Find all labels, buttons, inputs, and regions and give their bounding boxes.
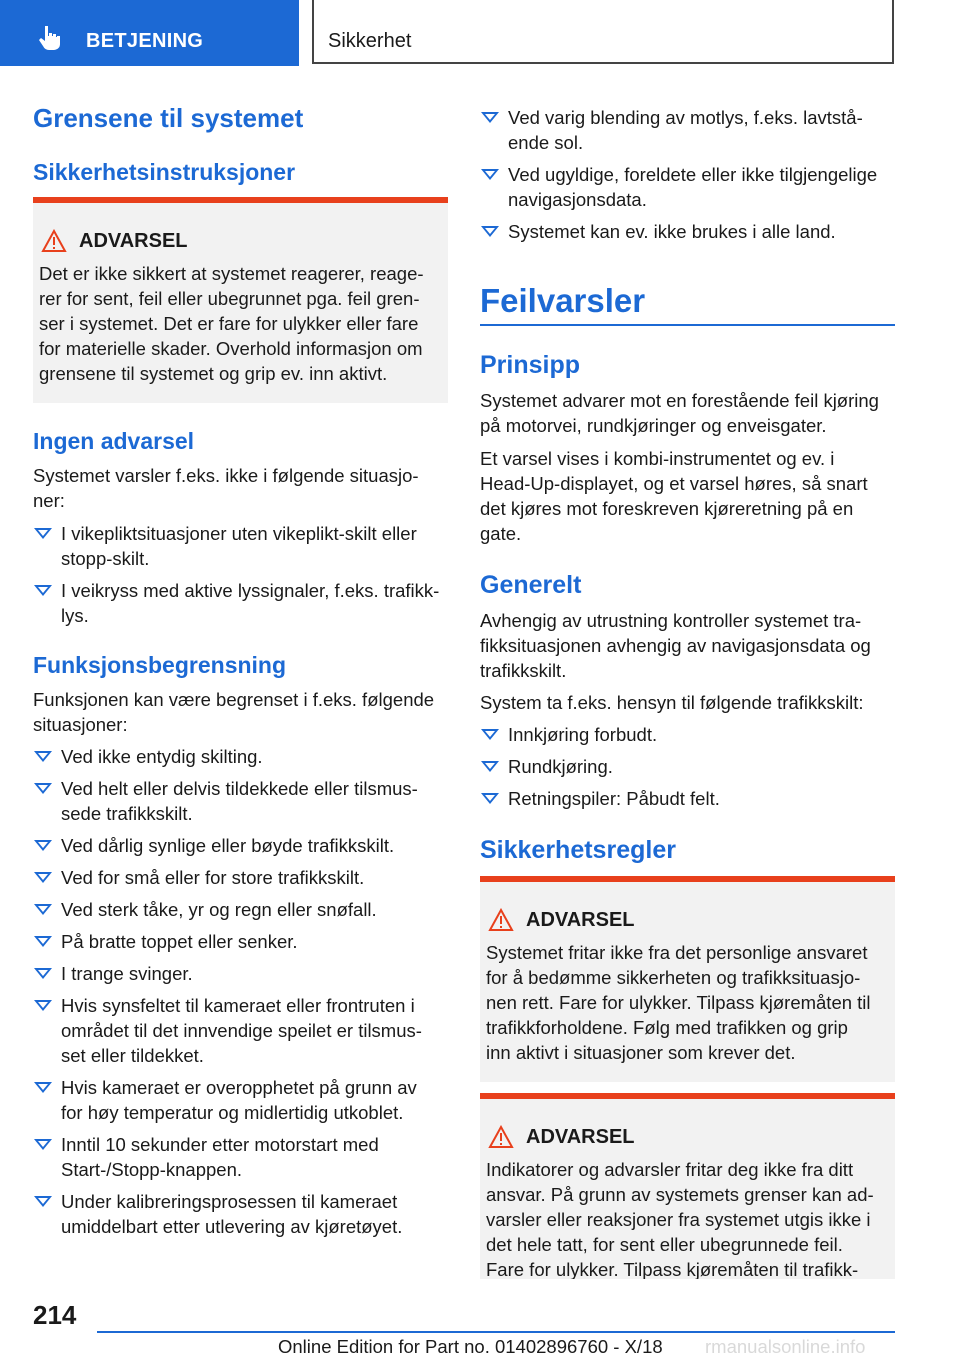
paragraph: Et varsel vises i kombi-instrumentet og ev. i Head-Up-displayet, og et varsel høres, så snart det kjøres mot foreskreven kjøreretning på en gate. — [480, 448, 868, 544]
bullet-arrow-icon — [34, 936, 52, 947]
list-item: I vikepliktsituasjoner uten vikeplikt-skilt eller stopp-skilt. — [33, 521, 448, 571]
warning-box — [480, 876, 895, 1082]
page-number: 214 — [33, 1300, 77, 1330]
list-item: Systemet kan ev. ikke brukes i alle land. — [480, 219, 895, 244]
list-item: Ved varig blending av motlys, f.eks. lavtstå- ende sol. — [480, 105, 895, 155]
bullet-list — [480, 722, 895, 811]
warning-title: ADVARSEL — [526, 1126, 635, 1148]
list-item: Ved helt eller delvis tildekkede eller tilsmus- sede trafikkskilt. — [33, 776, 448, 826]
chapter-tab[interactable] — [0, 0, 299, 66]
bullet-arrow-icon — [34, 872, 52, 883]
list-item: Ved dårlig synlige eller bøyde trafikkskilt. — [33, 833, 448, 858]
bullet-arrow-icon — [481, 729, 499, 740]
bullet-arrow-icon — [34, 840, 52, 851]
paragraph: Funksjonen kan være begrenset i f.eks. følgende situasjoner: — [33, 689, 435, 735]
bullet-arrow-icon — [481, 226, 499, 237]
bullet-arrow-icon — [34, 904, 52, 915]
paragraph: Avhengig av utrustning kontroller systemet tra- fikksituasjonen avhengig av navigasjonsdata og trafikkskilt. — [480, 610, 871, 681]
subheading-general: Generelt — [480, 571, 582, 599]
bullet-arrow-icon — [481, 112, 499, 123]
warning-box — [480, 1093, 895, 1279]
edition-text: Online Edition for Part no. 01402896760 - X/18 — [278, 1336, 663, 1357]
bullet-arrow-icon — [481, 169, 499, 180]
section-header-label: Sikkerhet — [328, 30, 412, 52]
warning-text: Systemet fritar ikke fra det personlige ansvaret for å bedømme sikkerheten og trafikksituasjo- nen rett. Fare for ulykker. Tilpass kjøremåten til trafikkforholdene. Følg med trafikken og grip inn aktivt i situasjoner som krever det. — [486, 942, 871, 1063]
bullet-arrow-icon — [34, 1139, 52, 1150]
warning-triangle-icon — [488, 1125, 514, 1149]
list-item: Innkjøring forbudt. — [480, 722, 895, 747]
section-heading-safety-instructions: Sikkerhetsinstruksjoner — [33, 159, 296, 185]
bullet-arrow-icon — [34, 1000, 52, 1011]
footer-rule — [97, 1331, 895, 1333]
warning-triangle-icon — [41, 229, 67, 253]
page-title: Grensene til systemet — [33, 103, 304, 133]
subheading-principle: Prinsipp — [480, 351, 581, 379]
list-item: Hvis kameraet er overopphetet på grunn av for høy temperatur og midlertidig utkoblet. — [33, 1075, 448, 1125]
bullet-arrow-icon — [34, 783, 52, 794]
bullet-arrow-icon — [34, 1196, 52, 1207]
bullet-arrow-icon — [34, 968, 52, 979]
bullet-list — [480, 105, 895, 244]
bullet-list — [33, 744, 448, 1239]
list-item: I veikryss med aktive lyssignaler, f.eks. trafikk- lys. — [33, 578, 448, 628]
subheading-safety-rules: Sikkerhetsregler — [480, 836, 676, 864]
section-header — [312, 0, 894, 64]
chapter-heading-error-warnings: Feilvarsler — [480, 282, 646, 319]
list-item: Ved for små eller for store trafikkskilt. — [33, 865, 448, 890]
list-item: Inntil 10 sekunder etter motorstart med Start-/Stopp-knappen. — [33, 1132, 448, 1182]
warning-box — [33, 197, 448, 403]
chapter-tab-label: BETJENING — [86, 30, 204, 52]
subheading-no-warning: Ingen advarsel — [33, 428, 195, 454]
watermark: rmanualsonline.info — [705, 1336, 866, 1357]
heading-underline — [480, 324, 895, 326]
list-item: På bratte toppet eller senker. — [33, 929, 448, 954]
bullet-arrow-icon — [481, 793, 499, 804]
list-item: Rundkjøring. — [480, 754, 895, 779]
hand-pointer-icon — [38, 24, 64, 50]
bullet-list — [33, 521, 448, 628]
paragraph: Systemet advarer mot en forestående feil kjøring på motorvei, rundkjøringer og enveisgater. — [480, 390, 879, 436]
bullet-arrow-icon — [34, 585, 52, 596]
bullet-arrow-icon — [34, 528, 52, 539]
warning-triangle-icon — [488, 908, 514, 932]
list-item: Hvis synsfeltet til kameraet eller frontruten i området til det innvendige speilet er tilsmus- set eller tildekket. — [33, 993, 448, 1068]
warning-title: ADVARSEL — [79, 230, 188, 252]
list-item: Ved ugyldige, foreldete eller ikke tilgjengelige navigasjonsdata. — [480, 162, 895, 212]
warning-text: Indikatorer og advarsler fritar deg ikke fra ditt ansvar. På grunn av systemets grenser kan ad- varsler eller reaksjoner fra systemet utgis ikke i det hele tatt, for sent eller ubegrunnede feil. Fare for ulykker. Tilpass kjøremåten til trafikk- — [486, 1159, 874, 1279]
list-item: Ved sterk tåke, yr og regn eller snøfall. — [33, 897, 448, 922]
bullet-arrow-icon — [481, 761, 499, 772]
list-item: Under kalibreringsprosessen til kameraet umiddelbart etter utlevering av kjøretøyet. — [33, 1189, 448, 1239]
bullet-arrow-icon — [34, 1082, 52, 1093]
list-item: Retningspiler: Påbudt felt. — [480, 786, 895, 811]
list-item: Ved ikke entydig skilting. — [33, 744, 448, 769]
list-item: I trange svinger. — [33, 961, 448, 986]
paragraph: System ta f.eks. hensyn til følgende trafikkskilt: — [480, 692, 864, 713]
warning-title: ADVARSEL — [526, 909, 635, 931]
subheading-function-limits: Funksjonsbegrensning — [33, 652, 287, 678]
paragraph: Systemet varsler f.eks. ikke i følgende situasjo- ner: — [33, 465, 419, 511]
warning-text: Det er ikke sikkert at systemet reagerer, reage- rer for sent, feil eller ubegrunnet pga. feil gren- ser i systemet. Det er fare for ulykker eller fare for materielle skader. Overhold informasjon om grensene til systemet og grip ev. inn aktivt. — [39, 263, 424, 384]
bullet-arrow-icon — [34, 751, 52, 762]
